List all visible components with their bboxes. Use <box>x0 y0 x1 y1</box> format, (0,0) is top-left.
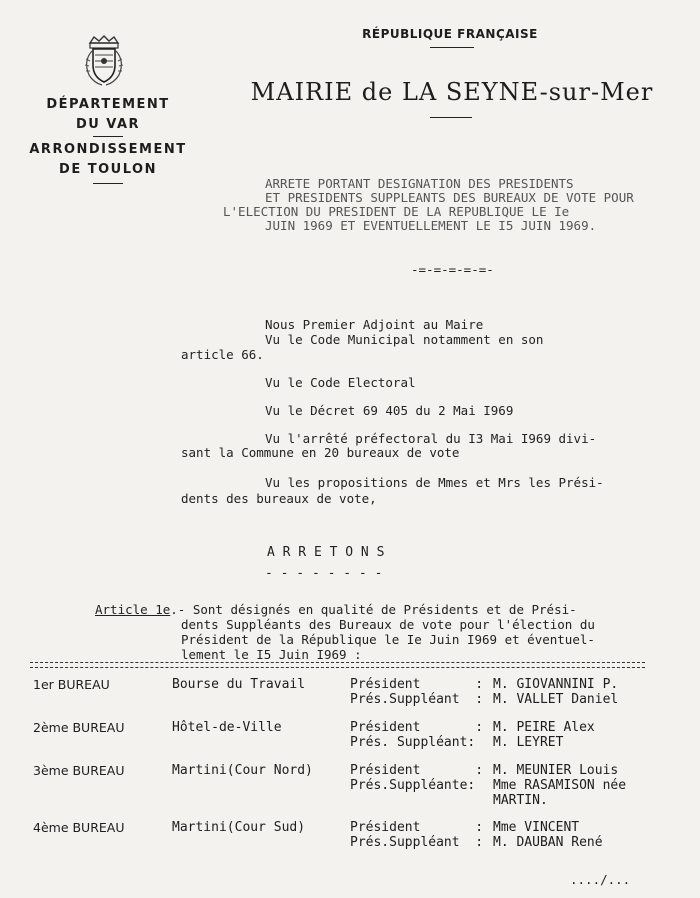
suppleant-name-continued: MARTIN. <box>493 793 548 808</box>
coat-of-arms-icon <box>80 35 128 87</box>
separator: -=-=-=-=-=- <box>411 262 494 277</box>
visa-line-2: Vu le Code Municipal notamment en son <box>265 332 544 347</box>
bureau-location: Martini(Cour Nord) <box>172 763 313 778</box>
article-first-line: .- Sont désignés en qualité de Présidents et de Prési- <box>170 602 577 617</box>
republic-heading: RÉPUBLIQUE FRANÇAISE <box>362 27 538 41</box>
president-label: Président : <box>350 763 484 778</box>
president-label: Président : <box>350 720 484 735</box>
president-label: Président : <box>350 820 484 835</box>
department-rule <box>93 136 123 137</box>
page-continuation: ..../... <box>570 872 631 887</box>
department-block <box>28 95 188 187</box>
bureau-name: 1er BUREAU <box>33 677 110 692</box>
visa-line-4: Vu le Code Electoral <box>265 375 416 390</box>
president-label: Président : <box>350 677 484 692</box>
suppleant-label: Prés.Suppléant : <box>350 692 484 707</box>
article-line-3: Président de la République le Ie Juin I969 et éventuel- <box>181 632 595 647</box>
bureau-location: Martini(Cour Sud) <box>172 820 306 835</box>
visa-line-8: Vu les propositions de Mmes et Mrs les Prési- <box>265 475 604 490</box>
republic-rule <box>430 47 474 48</box>
visa-line-3: article 66. <box>181 347 264 362</box>
department-line-3: ARRONDISSEMENT <box>29 142 187 157</box>
suppleant-name: M. VALLET Daniel <box>493 692 619 707</box>
mairie-title: MAIRIE de LA SEYNE-sur-Mer <box>250 78 654 106</box>
visa-line-1: Nous Premier Adjoint au Maire <box>265 317 484 332</box>
mairie-rule <box>430 117 472 118</box>
arrete-title-line-4: JUIN 1969 ET EVENTUELLEMENT LE I5 JUIN 1969. <box>265 218 597 233</box>
suppleant-name: Mme RASAMISON née <box>493 778 627 793</box>
article-line-4: lement le I5 Juin I969 : <box>181 647 362 662</box>
table-divider <box>30 662 645 668</box>
president-name: M. PEIRE Alex <box>493 720 595 735</box>
article-label: Article 1e <box>95 602 171 617</box>
suppleant-label: Prés. Suppléant: <box>350 735 476 750</box>
bureau-name: 4ème BUREAU <box>33 820 125 835</box>
department-rule-2 <box>93 183 123 184</box>
arretons-rule: - - - - - - - - <box>265 566 383 581</box>
article-line-2: dents Suppléants des Bureaux de vote pour l'élection du <box>181 617 595 632</box>
suppleant-name: M. LEYRET <box>493 735 564 750</box>
bureau-location: Hôtel-de-Ville <box>172 720 282 735</box>
arretons-heading: A R R E T O N S <box>267 545 385 560</box>
arrete-title-line-2: ET PRESIDENTS SUPPLEANTS DES BUREAUX DE VOTE POUR <box>265 190 634 205</box>
arrete-title-line-1: ARRETE PORTANT DESIGNATION DES PRESIDENTS <box>265 176 574 191</box>
president-name: M. MEUNIER Louis <box>493 763 619 778</box>
bureau-name: 3ème BUREAU <box>33 763 125 778</box>
visa-line-5: Vu le Décret 69 405 du 2 Mai I969 <box>265 403 514 418</box>
president-name: Mme VINCENT <box>493 820 580 835</box>
visa-line-9: dents des bureaux de vote, <box>181 491 377 506</box>
department-line-2: DU VAR <box>75 117 141 132</box>
suppleant-label: Prés.Suppléante: <box>350 778 476 793</box>
suppleant-label: Prés.Suppléant : <box>350 835 484 850</box>
bureau-location: Bourse du Travail <box>172 677 306 692</box>
suppleant-name: M. DAUBAN René <box>493 835 603 850</box>
arrete-title-line-3: L'ELECTION DU PRESIDENT DE LA REPUBLIQUE LE Ie <box>223 204 570 219</box>
department-line-4: DE TOULON <box>59 162 157 177</box>
president-name: M. GIOVANNINI P. <box>493 677 619 692</box>
department-line-1: DÉPARTEMENT <box>46 97 170 112</box>
bureau-name: 2ème BUREAU <box>33 720 125 735</box>
article-line-1 <box>95 602 577 617</box>
visa-line-6: Vu l'arrêté préfectoral du I3 Mai I969 divi- <box>265 431 597 446</box>
visa-line-7: sant la Commune en 20 bureaux de vote <box>181 445 460 460</box>
